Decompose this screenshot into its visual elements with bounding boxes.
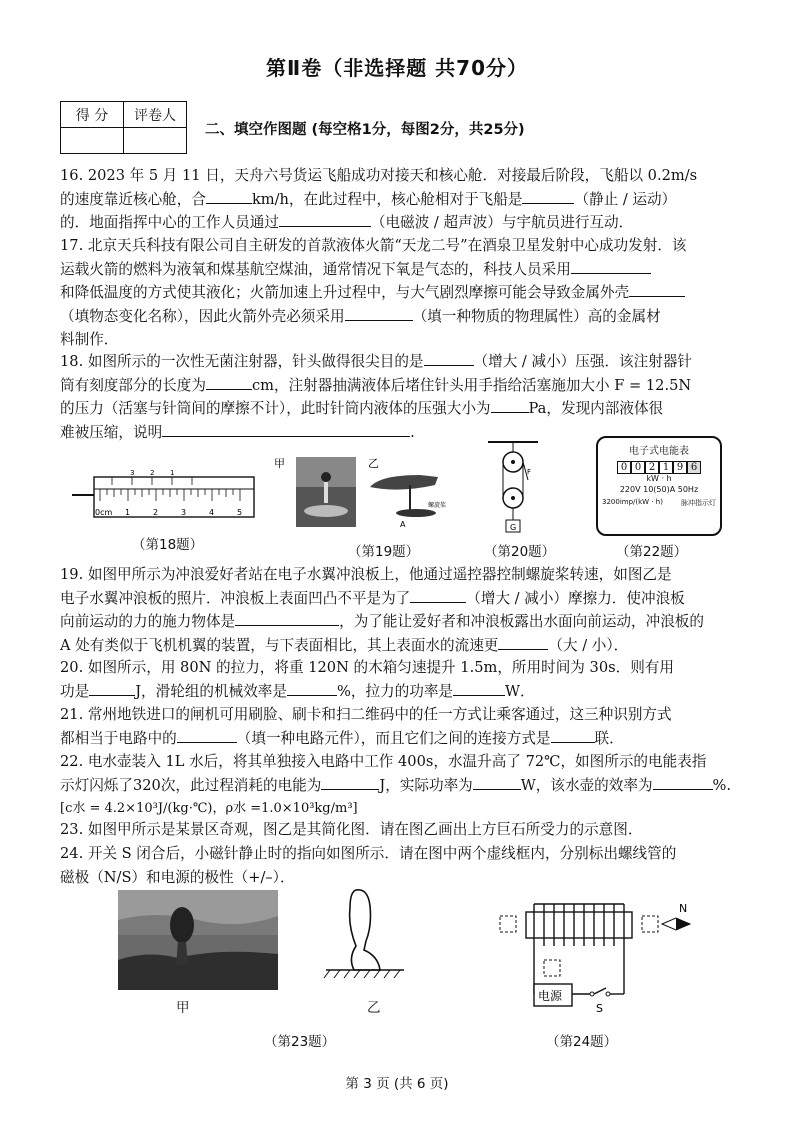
meter-digit: 2: [645, 461, 659, 474]
blank-21-2[interactable]: [551, 728, 595, 743]
question-19: 19. 如图甲所示为冲浪爱好者站在电子水翼冲浪板上，他通过遥控器控制螺旋桨转速，如图乙是 电子水翼冲浪板的照片．冲浪板上表面凹凸不平是为了 （增大 / 减小）摩擦力．使冲浪板 向前运动的力的施力物体是 ，为了能让爱好者和冲浪板露出水面向前运动，冲浪板的 A 处有类似于飞机机翼的装置，与下表面相比，其上表面水的流速更 （大 / 小）．: [60, 566, 704, 654]
section-title: 第Ⅱ卷（非选择题 共70分）: [266, 56, 528, 80]
question-18: 18. 如图所示的一次性无菌注射器，针头做得很尖目的是 （增大 / 减小）压强．该注射器针 筒有刻度部分的长度为 cm，注射器抽满液体后堵住针头用手指给活塞施加大小 F = 12.5N 的压力（活塞与针筒间的摩擦不计），此时针筒内液体的压强大小为 Pa，发现内部液体很 难被压缩，说明 .: [60, 353, 693, 441]
grader-header: 评卷人: [124, 102, 187, 128]
blank-20-1[interactable]: [89, 681, 135, 696]
caption-24: （第24题）: [546, 1034, 618, 1050]
caption-18: （第18题）: [132, 537, 204, 553]
meter-title: 电子式电能表: [629, 446, 689, 457]
pulley-figure: [488, 440, 538, 535]
blank-22-1[interactable]: [321, 775, 379, 790]
caption-23: （第23题）: [264, 1034, 336, 1050]
pole-box-right[interactable]: [642, 916, 658, 932]
ruler-tick: 5: [237, 508, 243, 517]
blank-18-4[interactable]: [162, 422, 410, 437]
score-cell: [61, 128, 124, 154]
caption-22: （第22题）: [616, 544, 688, 560]
barrel-tick: 3: [130, 469, 135, 477]
question-22: 22. 电水壶装入 1L 水后，将其单独接入电路中工作 400s，水温升高了 72℃，如图所示的电能表指 示灯闪烁了320次，此过程消耗的电能为 J，实际功率为 W，该水壶的效率为 %. [c水 = 4.2×10³J/(kg·℃)，ρ水 =1.0×10³kg/m³]: [60, 753, 732, 816]
question-23: 23. 如图甲所示是某景区奇观，图乙是其简化图．请在图乙画出上方巨石所受力的示意图．: [60, 821, 643, 838]
blank-20-3[interactable]: [453, 681, 505, 696]
power-source-label: 电源: [538, 989, 563, 1003]
meter-digit: 9: [673, 461, 687, 474]
surfboard-figure: [270, 455, 470, 530]
score-table: [60, 101, 187, 154]
blank-17-1[interactable]: [571, 259, 651, 274]
ruler-tick: 2: [153, 508, 159, 517]
meter-digit: 1: [659, 461, 673, 474]
section-heading: 二、填空作图题 (每空格1分，每图2分，共25分): [205, 122, 525, 138]
barrel-tick: 2: [150, 469, 155, 477]
solenoid-circuit: [496, 898, 696, 1023]
blank-20-2[interactable]: [287, 681, 337, 696]
label-jia-23: 甲: [176, 1000, 190, 1016]
meter-unit: kW · h: [646, 474, 672, 483]
barrel-tick: 1: [170, 469, 175, 477]
label-propeller: 螺旋桨: [428, 502, 447, 509]
meter-indicator-label: 脉冲指示灯: [681, 499, 716, 507]
blank-19-3[interactable]: [498, 635, 548, 650]
rock-diagram: [320, 886, 410, 986]
label-g: G: [510, 523, 517, 532]
rock-photo: [118, 890, 278, 990]
ruler-tick: 1: [125, 508, 131, 517]
blank-21-1[interactable]: [177, 728, 237, 743]
blank-16-3[interactable]: [279, 212, 371, 227]
source-polarity-box[interactable]: [544, 960, 560, 976]
question-17: 17. 北京天兵科技有限公司自主研发的首款液体火箭“天龙二号”在酒泉卫星发射中心成功发射．该 运载火箭的燃料为液氧和煤基航空煤油，通常情况下氧是气态的，科技人员采用 和降低温度的方式使其液化；火箭加速上升过程中，与大气剧烈摩擦可能会导致金属外壳 （填物态变化名称），因此火箭外壳必须采用 （填一种物质的物理属性）高的金属材 料制作．: [60, 237, 687, 348]
meter-spec1: 220V 10(50)A 50Hz: [619, 485, 699, 494]
blank-16-2[interactable]: [522, 189, 574, 204]
pole-box-left[interactable]: [500, 916, 516, 932]
blank-17-2[interactable]: [629, 282, 685, 297]
ruler-tick: 4: [209, 508, 215, 517]
caption-20: （第20题）: [484, 544, 556, 560]
meter-spec2: 3200imp/(kW · h): [602, 498, 663, 506]
blank-17-3[interactable]: [345, 306, 413, 321]
label-yi-23: 乙: [367, 1000, 381, 1016]
meter-digits: [598, 461, 720, 474]
page-footer: 第 3 页 (共 6 页): [345, 1076, 449, 1092]
label-jia: 甲: [274, 457, 285, 470]
ruler-unit: 0cm: [95, 508, 113, 517]
question-20: 20. 如图所示，用 80N 的拉力，将重 120N 的木箱匀速提升 1.5m，所用时间为 30s．则有用 功是 J，滑轮组的机械效率是 %，拉力的功率是 W．: [60, 659, 674, 700]
meter-digit: 0: [617, 461, 631, 474]
syringe-figure: [72, 465, 262, 525]
question-21: 21. 常州地铁进口的闸机可用刷脸、刷卡和扫二维码中的任一方式让乘客通过，这三种识别方式 都相当于电路中的 （填一种电路元件），而且它们之间的连接方式是 联．: [60, 706, 672, 747]
blank-18-3[interactable]: [491, 398, 529, 413]
label-f: F: [527, 468, 532, 476]
blank-18-2[interactable]: [206, 375, 252, 390]
switch-label: S: [596, 1002, 603, 1015]
blank-19-1[interactable]: [410, 588, 466, 603]
question-16: 16. 2023 年 5 月 11 日，天舟六号货运飞船成功对接天和核心舱．对接最后阶段，飞船以 0.2m/s 的速度靠近核心舱，合 km/h，在此过程中，核心舱相对于飞船是 （静止 / 运动） 的．地面指挥中心的工作人员通过 （电磁波 / 超声波）与宇航员进行互动．: [60, 167, 698, 231]
grader-cell: [124, 128, 187, 154]
label-yi: 乙: [368, 457, 379, 470]
ruler-tick: 3: [181, 508, 187, 517]
energy-meter: [596, 436, 722, 536]
blank-19-2[interactable]: [235, 611, 339, 626]
label-a: A: [400, 520, 406, 529]
blank-18-1[interactable]: [424, 351, 474, 366]
score-header: 得 分: [61, 102, 124, 128]
compass-n-label: N: [679, 902, 688, 915]
blank-22-2[interactable]: [473, 775, 521, 790]
question-24: 24. 开关 S 闭合后，小磁针静止时的指向如图所示．请在图中两个虚线框内，分别标出螺线管的 磁极（N/S）和电源的极性（+/–）．: [60, 845, 677, 886]
meter-digit: 0: [631, 461, 645, 474]
blank-22-3[interactable]: [653, 775, 713, 790]
caption-19: （第19题）: [348, 544, 420, 560]
meter-digit: 6: [687, 461, 701, 474]
blank-16-1[interactable]: [206, 189, 252, 204]
